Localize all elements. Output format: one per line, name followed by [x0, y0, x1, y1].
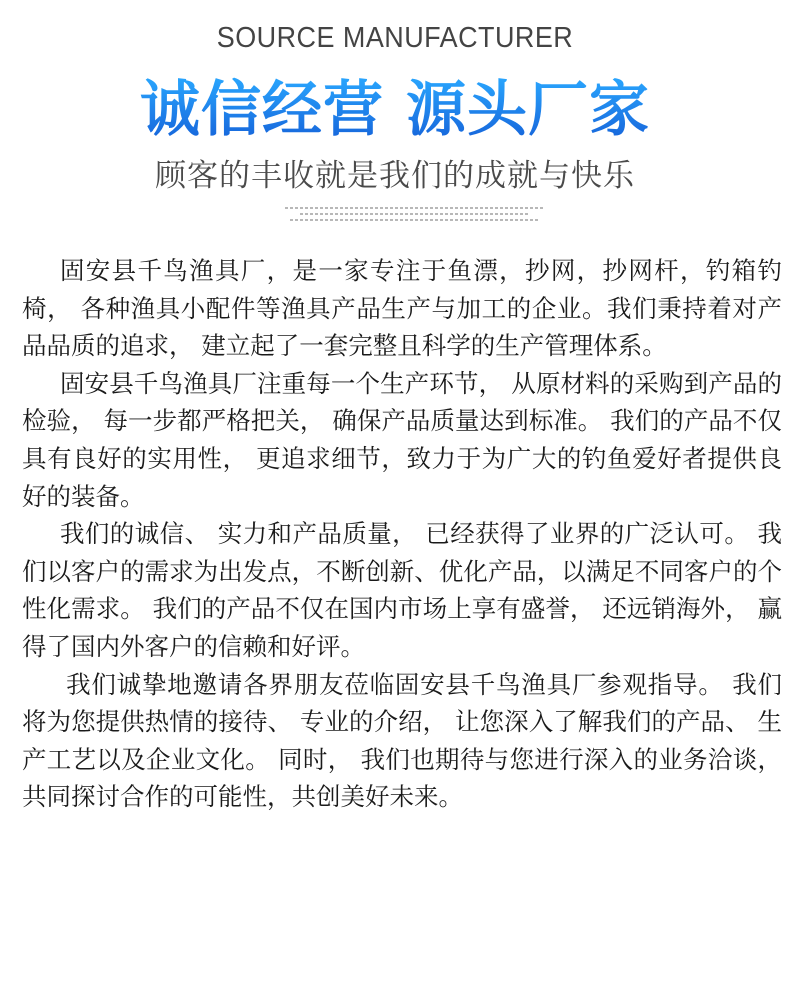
headline-part-2: 源头厂家 — [406, 75, 650, 145]
paragraph-1: 固安县千鸟渔具厂，是一家专注于鱼漂，抄网，抄网杆，钓箱钓椅， 各种渔具小配件等渔具产品生产与加工的企业。我们秉持着对产品品质的追求， 建立起了一套完整且科学的生产管理体系。 — [22, 256, 782, 361]
eyebrow-title: SOURCE MANUFACTURER — [216, 22, 574, 54]
headline — [0, 62, 790, 148]
decorative-microtext — [285, 206, 545, 224]
company-introduction — [22, 252, 782, 816]
paragraph-2: 固安县千鸟渔具厂注重每一个生产环节， 从原材料的采购到产品的检验， 每一步都严格把关， 确保产品质量达到标准。 我们的产品不仅具有良好的实用性， 更追求细节，致力于为广大的钓鱼爱好者提供良好的装备。 — [22, 368, 782, 511]
paragraph-4: 我们诚挚地邀请各界朋友莅临固安县千鸟渔具厂参观指导。 我们将为您提供热情的接待、 专业的介绍， 让您深入了解我们的产品、 生产工艺以及企业文化。 同时， 我们也期待与您进行深入的业务洽谈， 共同探讨合作的可能性，共创美好未来。 — [22, 669, 782, 812]
tagline: 顾客的丰收就是我们的成就与快乐 — [155, 158, 635, 194]
headline-part-1: 诚信经营 — [140, 75, 384, 145]
paragraph-3: 我们的诚信、 实力和产品质量， 已经获得了业界的广泛认可。 我们以客户的需求为出发点，不断创新、优化产品，以满足不同客户的个性化需求。 我们的产品不仅在国内市场上享有盛誉， 还远销海外， 赢得了国内外客户的信赖和好评。 — [22, 519, 782, 661]
